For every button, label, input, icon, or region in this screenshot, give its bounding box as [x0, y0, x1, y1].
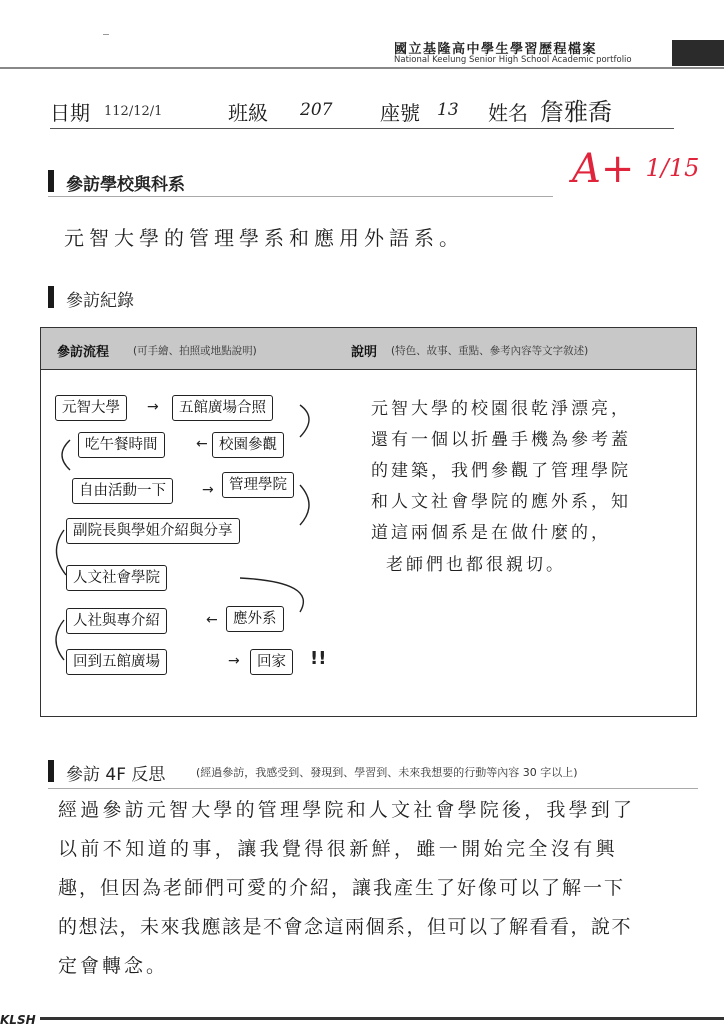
flow-column-note: (可手繪、拍照或地點說明)	[133, 345, 257, 357]
name-value: 詹雅喬	[540, 98, 612, 126]
flow-step-free-time: 自由活動一下	[72, 478, 173, 504]
desc-line-6: 老師們也都很親切。	[386, 555, 566, 575]
flow-step-yuanzhi: 元智大學	[55, 395, 127, 421]
flow-step-lunch: 吃午餐時間	[78, 432, 165, 458]
name-label: 姓名	[488, 101, 528, 125]
footer-rule	[40, 1017, 724, 1020]
flow-arrow-right: →	[202, 482, 214, 498]
desc-column-note: (特色、故事、重點、參考內容等文字敘述)	[391, 345, 589, 357]
section3-note: (經過參訪，我感受到、發現到、學習到、未來我想要的行動等內容 30 字以上)	[196, 766, 578, 779]
school-name-en: National Keelung Senior High School Academic portfolio	[394, 55, 632, 65]
flow-step-humanities: 人文社會學院	[66, 565, 167, 591]
section3-bar	[48, 760, 54, 782]
class-value: 207	[300, 100, 333, 120]
footer-logo: KLSH	[0, 1013, 36, 1024]
flow-step-english-dept: 應外系	[226, 606, 284, 632]
section1-title: 參訪學校與科系	[66, 175, 185, 195]
reflection-line-4: 的想法，未來我應該是不會念這兩個系，但可以了解看看，說不	[58, 916, 633, 938]
flow-arrow-right: →	[147, 399, 159, 415]
flow-arrow-left: ←	[206, 612, 218, 628]
seat-label: 座號	[380, 101, 420, 125]
connector-4	[56, 530, 66, 575]
flow-step-sharing: 副院長與學姐介紹與分享	[66, 518, 240, 544]
connector-1	[300, 405, 309, 437]
grade-letter: A+	[572, 146, 635, 192]
flow-step-management: 管理學院	[222, 472, 294, 498]
desc-line-4: 和人文社會學院的應外系，知	[371, 492, 631, 512]
section1-content: 元智大學的管理學系和應用外語系。	[64, 226, 464, 250]
desc-column-title: 說明	[351, 345, 378, 360]
section2-title: 參訪紀錄	[66, 291, 134, 311]
class-label: 班級	[228, 101, 268, 125]
reflection-line-2: 以前不知道的事，讓我覺得很新鮮，雖一開始完全沒有興	[58, 838, 619, 860]
connector-3	[300, 485, 309, 525]
desc-line-2: 還有一個以折疊手機為參考蓋	[371, 430, 631, 450]
flow-arrow-right: →	[228, 653, 240, 669]
date-label: 日期	[50, 101, 90, 125]
flow-step-humanities-intro: 人社與專介紹	[66, 608, 167, 634]
flow-step-plaza-photo: 五館廣場合照	[172, 395, 273, 421]
connector-2	[62, 440, 70, 470]
flow-step-return-plaza: 回到五館廣場	[66, 649, 167, 675]
date-value: 112/12/1	[104, 104, 163, 119]
section3-rule	[48, 788, 698, 789]
section3-title: 參訪 4F 反思	[66, 765, 166, 785]
reflection-line-3: 趣，但因為老師們可愛的介紹，讓我產生了好像可以了解一下	[58, 877, 626, 899]
grade-fraction: 1/15	[645, 154, 700, 182]
reflection-line-1: 經過參訪元智大學的管理學院和人文社會學院後，我學到了	[58, 799, 636, 821]
connector-6	[56, 620, 64, 660]
desc-line-1: 元智大學的校園很乾淨漂亮，	[371, 399, 631, 419]
flow-column-title: 參訪流程	[57, 345, 110, 360]
flow-step-campus-tour: 校園參觀	[212, 432, 284, 458]
reflection-line-5: 定會轉念。	[58, 955, 169, 977]
school-name-zh: 國立基隆高中學生學習歷程檔案	[394, 42, 598, 57]
seat-value: 13	[437, 100, 459, 120]
flow-step-go-home: 回家	[250, 649, 293, 675]
desc-line-5: 道這兩個系是在做什麼的，	[371, 523, 611, 543]
flow-exclaim: !!	[310, 648, 327, 669]
flow-arrow-left: ←	[196, 436, 208, 452]
desc-line-3: 的建築，我們參觀了管理學院	[371, 461, 631, 481]
